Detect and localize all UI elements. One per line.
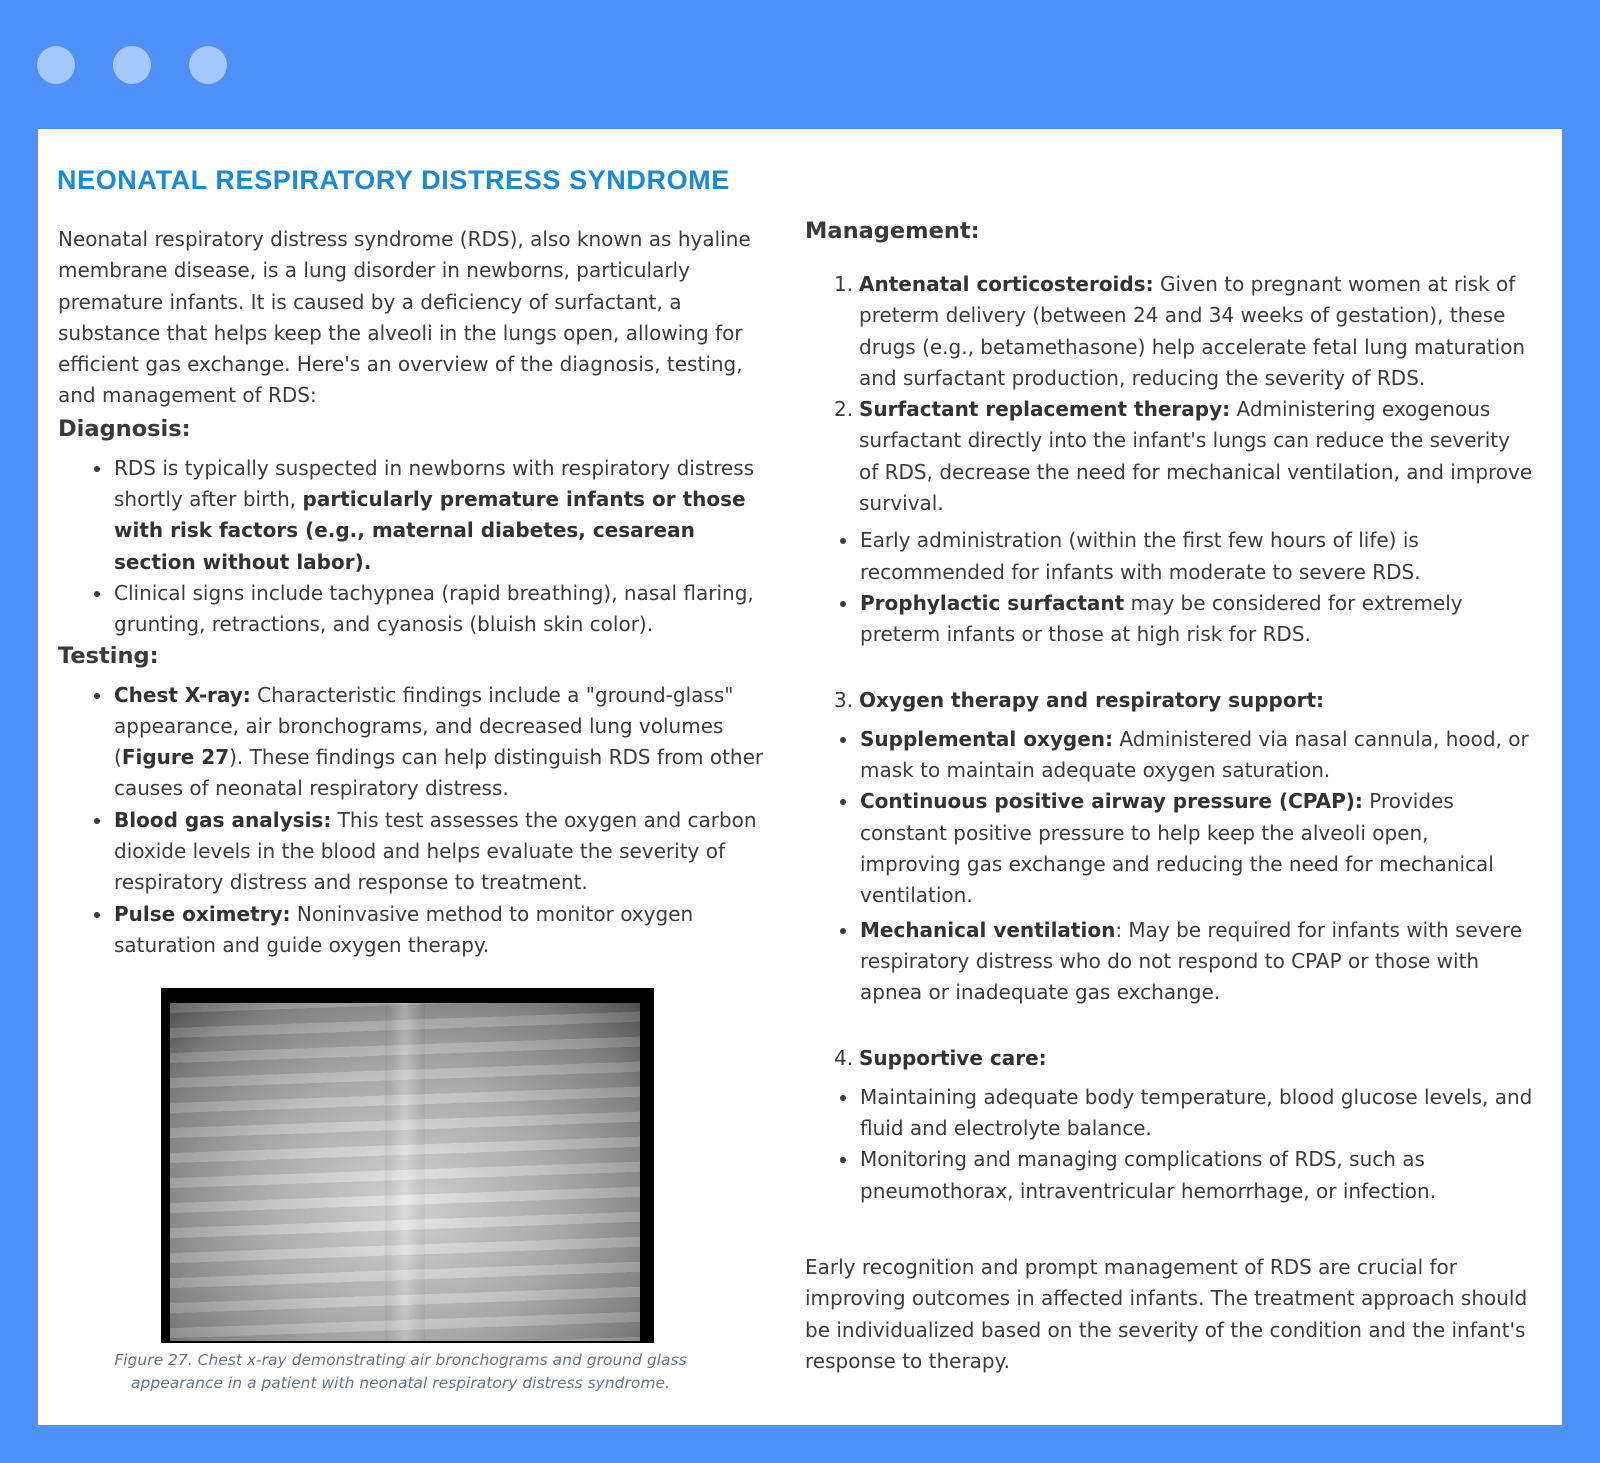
testing-list bbox=[113, 680, 778, 962]
management-item-3: 3. Oxygen therapy and respiratory support: bbox=[834, 687, 1325, 712]
page-title: NEONATAL RESPIRATORY DISTRESS SYNDROME bbox=[57, 165, 730, 195]
list-item: • Supplemental oxygen: Administered via nasal cannula, hood, or mask to maintain adequate oxygen saturation. bbox=[859, 724, 1535, 787]
list-item: • Prophylactic surfactant may be considered for extremely preterm infants or those at high risk for RDS. bbox=[859, 588, 1535, 651]
intro-paragraph: Neonatal respiratory distress syndrome (RDS), also known as hyaline membrane disease, is a lung disorder in newborns, particularly premature infants. It is caused by a deficiency of surfactant, a substance that helps keep the alveoli in the lungs open, allowing for efficient gas exchange. Here's an overview of the diagnosis, testing, and management of RDS: bbox=[58, 227, 751, 408]
list-item: • Clinical signs include tachypnea (rapid breathing), nasal flaring, grunting, retractions, and cyanosis (bluish skin color). bbox=[113, 578, 778, 641]
conclusion-paragraph: Early recognition and prompt management of RDS are crucial for improving outcomes in affected infants. The treatment approach should be individualized based on the severity of the condition and the infant's response to therapy. bbox=[805, 1255, 1528, 1373]
surfactant-list bbox=[859, 525, 1535, 650]
oxygen-support-list bbox=[859, 724, 1535, 1009]
list-item: • Monitoring and managing complications of RDS, such as pneumothorax, intraventricular hemorrhage, or infection. bbox=[859, 1144, 1535, 1207]
right-column bbox=[805, 216, 1535, 1377]
management-item-1: 1. Antenatal corticosteroids: Given to pregnant women at risk of preterm delivery (between 24 and 34 weeks of gestation), these drugs (e.g., betamethasone) help accelerate fetal lung maturation and surfactant production, reducing the severity of RDS. bbox=[834, 272, 1526, 390]
testing-heading: Testing: bbox=[58, 642, 159, 669]
supportive-care-list bbox=[859, 1082, 1535, 1207]
list-item: • Chest X-ray: Characteristic findings include a "ground-glass" appearance, air bronchograms, and decreased lung volumes (Figure 27). These findings can help distinguish RDS from other causes of neonatal respiratory distress. bbox=[113, 680, 778, 805]
window-controls bbox=[37, 46, 227, 84]
figure-reference-link[interactable]: Figure 27 bbox=[121, 745, 230, 770]
management-heading: Management: bbox=[805, 218, 980, 244]
list-item: • Blood gas analysis: This test assesses the oxygen and carbon dioxide levels in the blood and helps evaluate the severity of respiratory distress and response to treatment. bbox=[113, 805, 778, 899]
figure-caption: Figure 27. Chest x-ray demonstrating air bronchograms and ground glass appearance in a patient with neonatal respiratory distress syndrome. bbox=[114, 1351, 687, 1392]
window-close-button[interactable] bbox=[37, 46, 75, 84]
management-item-4: 4. Supportive care: bbox=[834, 1045, 1047, 1070]
window-minimize-button[interactable] bbox=[113, 46, 151, 84]
list-item: • Continuous positive airway pressure (CPAP): Provides constant positive pressure to help keep the alveoli open, improving gas exchange and reducing the need for mechanical ventilation. bbox=[859, 786, 1535, 911]
document-page bbox=[38, 129, 1562, 1425]
list-item: • Mechanical ventilation: May be required for infants with severe respiratory distress who do not respond to CPAP or those with apnea or inadequate gas exchange. bbox=[859, 915, 1535, 1009]
chest-xray-image bbox=[170, 1003, 640, 1341]
diagnosis-heading: Diagnosis: bbox=[58, 415, 191, 442]
window-maximize-button[interactable] bbox=[189, 46, 227, 84]
list-item: • Pulse oximetry: Noninvasive method to monitor oxygen saturation and guide oxygen therapy. bbox=[113, 899, 778, 962]
list-item: • Early administration (within the first few hours of life) is recommended for infants with moderate to severe RDS. bbox=[859, 525, 1535, 588]
left-column bbox=[58, 224, 778, 961]
management-item-2: 2. Surfactant replacement therapy: Administering exogenous surfactant directly into the infant's lungs can reduce the severity of RDS, decrease the need for mechanical ventilation, and improve survival. bbox=[834, 397, 1533, 516]
diagnosis-list bbox=[113, 453, 778, 641]
list-item: • Maintaining adequate body temperature, blood glucose levels, and fluid and electrolyte balance. bbox=[859, 1082, 1535, 1145]
chest-xray-figure bbox=[161, 988, 654, 1343]
list-item: • RDS is typically suspected in newborns with respiratory distress shortly after birth, particularly premature infants or those with risk factors (e.g., maternal diabetes, cesarean section without labor). bbox=[113, 453, 778, 578]
